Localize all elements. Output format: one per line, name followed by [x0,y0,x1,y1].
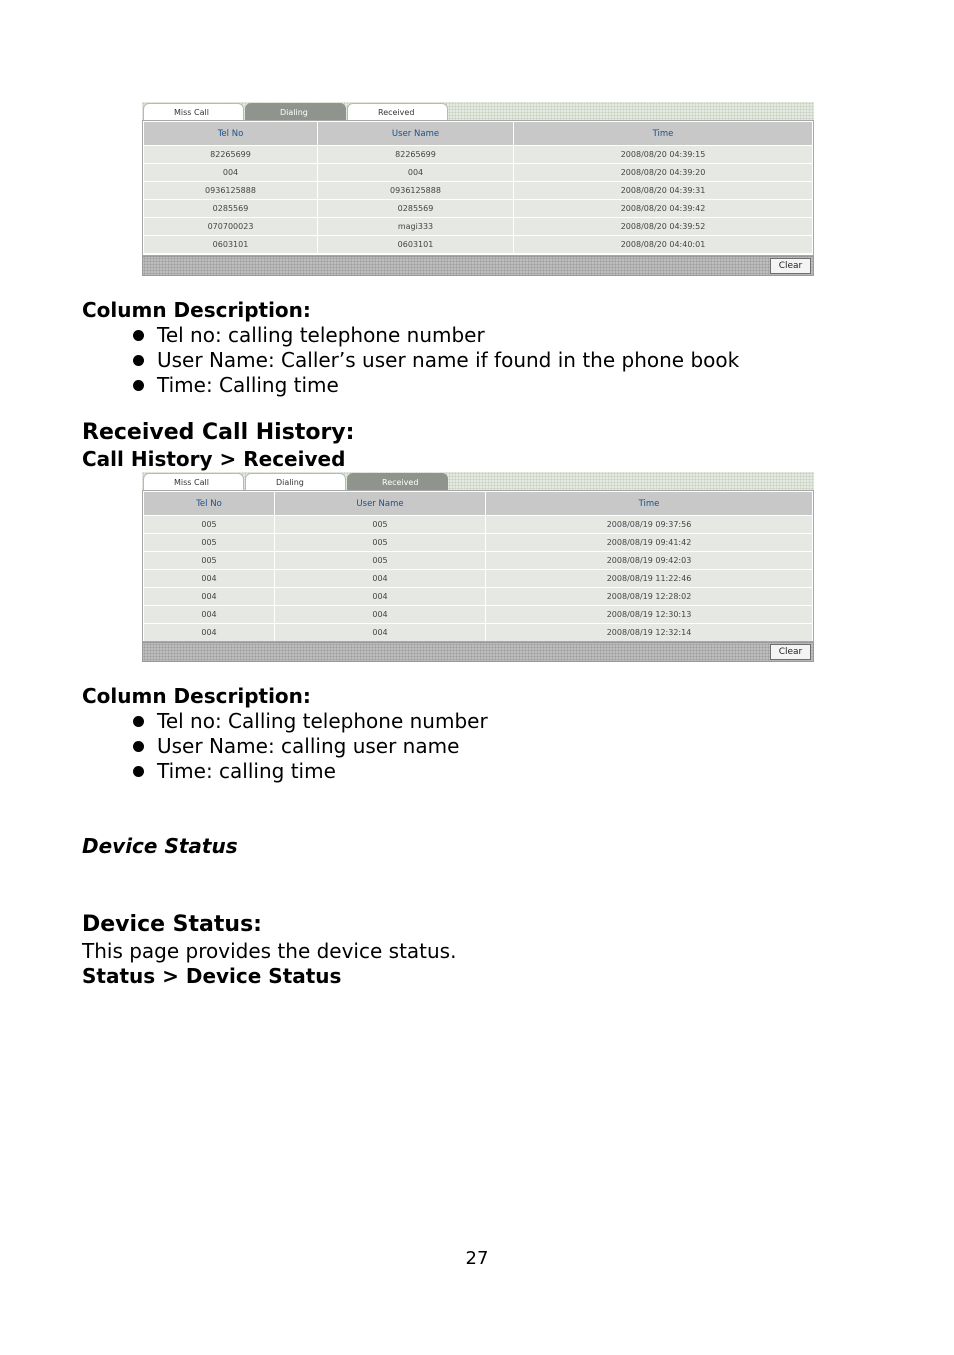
received-call-history-panel [142,472,814,662]
user-name-cell: magi333 [318,218,513,235]
tel-no-cell: 005 [144,552,274,569]
table-row [144,182,812,199]
time-cell: 2008/08/19 12:30:13 [486,606,812,623]
column-header-tel-no: Tel No [144,492,274,515]
tel-no-cell: 005 [144,534,274,551]
time-cell: 2008/08/20 04:39:15 [514,146,812,163]
column-description-heading: Column Description: [82,684,311,708]
tab-label: Dialing [280,108,308,117]
column-description-list [130,709,488,784]
tel-no-cell: 0285569 [144,200,317,217]
column-header-user-name: User Name [318,122,513,145]
time-cell: 2008/08/20 04:39:52 [514,218,812,235]
bullet-icon [133,766,144,777]
tel-no-cell: 004 [144,588,274,605]
user-name-cell: 0603101 [318,236,513,253]
user-name-cell: 004 [318,164,513,181]
column-header-time: Time [514,122,812,145]
tab-miss-call[interactable] [143,103,244,120]
user-name-cell: 004 [275,588,485,605]
time-cell: 2008/08/19 09:41:42 [486,534,812,551]
tab-label: Miss Call [174,108,209,117]
time-cell: 2008/08/19 09:37:56 [486,516,812,533]
tab-received[interactable] [347,473,448,490]
time-cell: 2008/08/19 12:32:14 [486,624,812,641]
table-row [144,236,812,253]
clear-button[interactable]: Clear [770,644,811,660]
table-header-row [144,492,812,515]
bullet-icon [133,380,144,391]
user-name-cell: 005 [275,552,485,569]
list-item [130,373,739,398]
device-status-description: This page provides the device status. [82,939,457,963]
table-row [144,624,812,641]
table-row [144,552,812,569]
table-row [144,200,812,217]
tab-dialing[interactable] [245,103,346,120]
user-name-cell: 005 [275,516,485,533]
bullet-text: User Name: Caller’s user name if found in the phone book [157,348,740,372]
bullet-text: Tel no: Calling telephone number [157,709,488,733]
user-name-cell: 004 [275,624,485,641]
user-name-cell: 005 [275,534,485,551]
column-header-tel-no: Tel No [144,122,317,145]
time-cell: 2008/08/19 11:22:46 [486,570,812,587]
column-header-user-name: User Name [275,492,485,515]
time-cell: 2008/08/19 12:28:02 [486,588,812,605]
tel-no-cell: 0936125888 [144,182,317,199]
user-name-cell: 0285569 [318,200,513,217]
user-name-cell: 004 [275,606,485,623]
clear-button[interactable]: Clear [770,258,811,274]
list-item [130,759,488,784]
tab-dialing[interactable] [245,473,346,490]
table-footer-bar [142,256,814,276]
tab-bar [142,472,814,490]
tab-label: Received [382,478,419,487]
tab-miss-call[interactable] [143,473,244,490]
time-cell: 2008/08/20 04:40:01 [514,236,812,253]
time-cell: 2008/08/20 04:39:20 [514,164,812,181]
bullet-icon [133,355,144,366]
column-description-heading: Column Description: [82,298,311,322]
user-name-cell: 0936125888 [318,182,513,199]
tab-bar [142,102,814,120]
user-name-cell: 82265699 [318,146,513,163]
time-cell: 2008/08/19 09:42:03 [486,552,812,569]
received-call-table [142,490,814,642]
received-call-history-title: Received Call History: [82,420,355,445]
tel-no-cell: 004 [144,164,317,181]
table-row [144,588,812,605]
list-item [130,734,488,759]
list-item [130,348,739,373]
device-status-section-heading: Device Status [82,834,238,858]
page-number: 27 [465,1248,489,1269]
bullet-text: User Name: calling user name [157,734,460,758]
tel-no-cell: 82265699 [144,146,317,163]
dialing-call-table [142,120,814,256]
bullet-icon [133,330,144,341]
device-status-breadcrumb: Status > Device Status [82,964,342,988]
list-item [130,323,739,348]
bullet-text: Time: Calling time [157,373,339,397]
bullet-icon [133,741,144,752]
time-cell: 2008/08/20 04:39:42 [514,200,812,217]
device-status-title: Device Status: [82,912,262,937]
time-cell: 2008/08/20 04:39:31 [514,182,812,199]
table-header-row [144,122,812,145]
table-row [144,516,812,533]
bullet-text: Tel no: calling telephone number [157,323,485,347]
tel-no-cell: 004 [144,570,274,587]
table-row [144,570,812,587]
table-row [144,606,812,623]
table-row [144,218,812,235]
table-footer-bar [142,642,814,662]
table-row [144,164,812,181]
user-name-cell: 004 [275,570,485,587]
list-item [130,709,488,734]
table-row [144,146,812,163]
received-breadcrumb: Call History > Received [82,447,346,471]
bullet-text: Time: calling time [157,759,336,783]
tel-no-cell: 005 [144,516,274,533]
column-header-time: Time [486,492,812,515]
tel-no-cell: 0603101 [144,236,317,253]
tab-label: Received [378,108,415,117]
column-description-list [130,323,739,398]
tel-no-cell: 004 [144,624,274,641]
tab-label: Dialing [276,478,304,487]
tel-no-cell: 070700023 [144,218,317,235]
table-row [144,534,812,551]
tab-label: Miss Call [174,478,209,487]
dialing-call-history-panel [142,102,814,276]
tab-received[interactable] [347,103,448,120]
tel-no-cell: 004 [144,606,274,623]
bullet-icon [133,716,144,727]
